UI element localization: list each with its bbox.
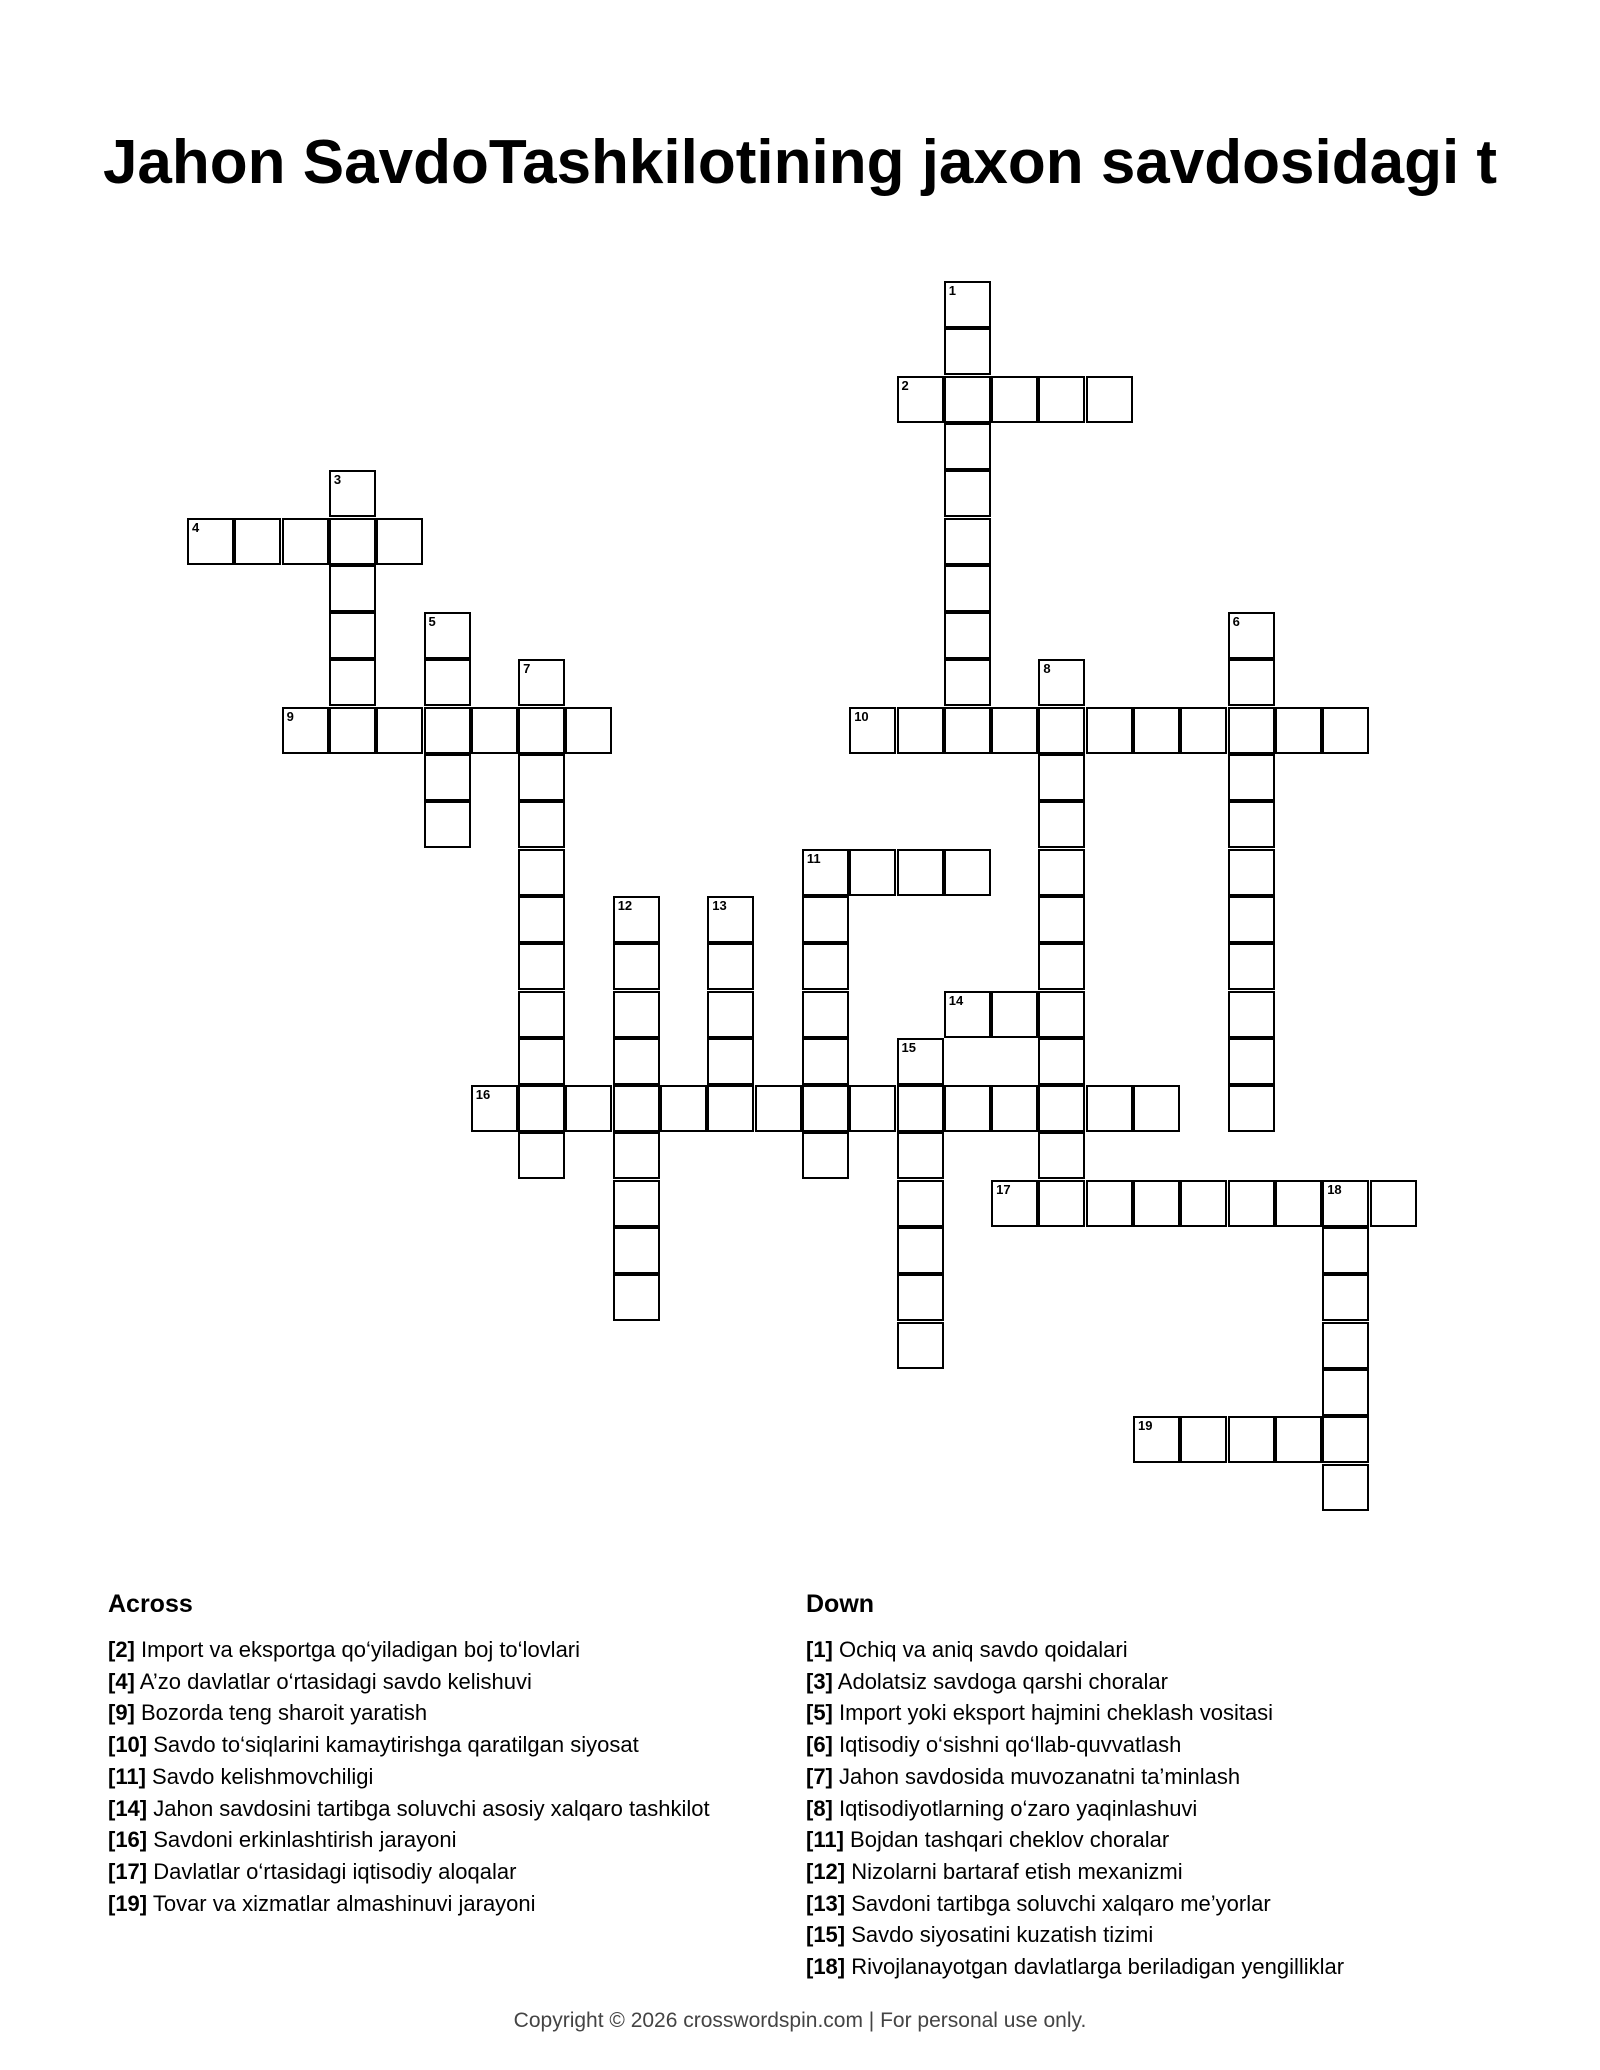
crossword-cell[interactable]: [849, 1085, 896, 1132]
crossword-cell[interactable]: [1275, 707, 1322, 754]
clue-number: 7: [523, 661, 531, 677]
clue-number-label: [16]: [108, 1827, 148, 1853]
crossword-cell[interactable]: [991, 1180, 1038, 1227]
crossword-cell[interactable]: [1322, 1180, 1369, 1227]
crossword-cell[interactable]: [1180, 707, 1227, 754]
clue-number: 1: [948, 283, 957, 298]
crossword-cell[interactable]: [1038, 1180, 1085, 1227]
clue-number-label: [9]: [108, 1700, 135, 1726]
crossword-cell[interactable]: [1038, 991, 1085, 1038]
crossword-cell[interactable]: [944, 991, 991, 1038]
crossword-cell[interactable]: [613, 896, 660, 943]
crossword-cell[interactable]: [1133, 1180, 1180, 1227]
crossword-cell[interactable]: [1228, 1416, 1275, 1463]
crossword-cell[interactable]: [1086, 1180, 1133, 1227]
clue-number: 2: [901, 377, 909, 393]
crossword-cell[interactable]: [1038, 1132, 1085, 1179]
crossword-cell[interactable]: [518, 943, 565, 990]
crossword-cell[interactable]: [1228, 754, 1275, 801]
crossword-cell[interactable]: [707, 991, 754, 1038]
crossword-cell[interactable]: [1370, 1180, 1417, 1227]
copyright-footer: Copyright © 2026 crosswordspin.com | For personal use only.: [513, 2009, 1087, 2032]
down-clue: [806, 1761, 1466, 1793]
crossword-cell[interactable]: [991, 707, 1038, 754]
clue-number: 18: [1327, 1181, 1342, 1197]
crossword-cell[interactable]: [329, 707, 376, 754]
crossword-cell[interactable]: [849, 849, 896, 896]
crossword-cell[interactable]: [1133, 707, 1180, 754]
crossword-cell[interactable]: [1228, 1085, 1275, 1132]
clue-text: Savdo kelishmovchiligi: [145, 1763, 374, 1789]
crossword-cell[interactable]: [1038, 849, 1085, 896]
crossword-cell[interactable]: [1322, 1322, 1369, 1369]
clue-text: Tovar va xizmatlar almashinuvi jarayoni: [147, 1890, 536, 1916]
crossword-cell[interactable]: [518, 849, 565, 896]
crossword-cell[interactable]: [755, 1085, 802, 1132]
crossword-cell[interactable]: [897, 1180, 944, 1227]
clue-number: 8: [1043, 661, 1051, 677]
crossword-cell[interactable]: [518, 659, 565, 706]
crossword-cell[interactable]: [707, 1085, 754, 1132]
across-clue: [108, 1856, 768, 1888]
crossword-cell[interactable]: [1228, 991, 1275, 1038]
crossword-cell[interactable]: [1180, 1416, 1227, 1463]
crossword-cell[interactable]: [802, 1038, 849, 1085]
crossword-cell[interactable]: [1038, 801, 1085, 848]
clue-number: 17: [996, 1181, 1011, 1197]
crossword-cell[interactable]: [282, 518, 329, 565]
crossword-cell[interactable]: [1038, 1085, 1085, 1132]
crossword-cell[interactable]: [613, 1180, 660, 1227]
crossword-cell[interactable]: [897, 849, 944, 896]
crossword-cell[interactable]: [1038, 896, 1085, 943]
crossword-cell[interactable]: [707, 896, 754, 943]
crossword-cell[interactable]: [802, 849, 849, 896]
clue-text: A’zo davlatlar o‘rtasidagi savdo kelishuvi: [134, 1668, 532, 1694]
crossword-cell[interactable]: [1086, 376, 1133, 423]
crossword-cell[interactable]: [518, 896, 565, 943]
crossword-cell[interactable]: [897, 1038, 944, 1085]
crossword-cell[interactable]: [944, 328, 991, 375]
crossword-cell[interactable]: [802, 896, 849, 943]
crossword-cell[interactable]: [1180, 1180, 1227, 1227]
clue-text: Bojdan tashqari cheklov choralar: [843, 1827, 1170, 1853]
crossword-cell[interactable]: [1228, 1180, 1275, 1227]
across-clue: [108, 1888, 768, 1920]
down-heading: Down: [806, 1590, 875, 1618]
down-clue: [806, 1824, 1466, 1856]
crossword-cell[interactable]: [944, 518, 991, 565]
crossword-cell[interactable]: [471, 1085, 518, 1132]
crossword-cell[interactable]: [707, 943, 754, 990]
clue-number-label: [12]: [806, 1858, 846, 1884]
crossword-cell[interactable]: [329, 518, 376, 565]
crossword-cell[interactable]: [471, 707, 518, 754]
down-clue: [806, 1729, 1466, 1761]
crossword-cell[interactable]: [1228, 707, 1275, 754]
crossword-cell[interactable]: [944, 376, 991, 423]
crossword-cell[interactable]: [1038, 943, 1085, 990]
crossword-cell[interactable]: [424, 659, 471, 706]
clue-number-label: [14]: [108, 1795, 148, 1821]
crossword-cell[interactable]: [1133, 1416, 1180, 1463]
clue-number-label: [3]: [806, 1668, 833, 1694]
crossword-cell[interactable]: [1133, 1085, 1180, 1132]
clue-number-label: [7]: [806, 1763, 833, 1789]
across-clue: [108, 1697, 768, 1729]
crossword-cell[interactable]: [1038, 1038, 1085, 1085]
crossword-cell[interactable]: [897, 707, 944, 754]
crossword-cell[interactable]: [660, 1085, 707, 1132]
clue-text: Ochiq va aniq savdo qoidalari: [832, 1637, 1128, 1662]
down-clue: [806, 1697, 1466, 1729]
clue-text: Nizolarni bartaraf etish mexanizmi: [845, 1858, 1183, 1884]
crossword-cell[interactable]: [707, 1038, 754, 1085]
crossword-cell[interactable]: [234, 518, 281, 565]
crossword-cell[interactable]: [1228, 659, 1275, 706]
crossword-cell[interactable]: [802, 943, 849, 990]
crossword-cell[interactable]: [518, 991, 565, 1038]
crossword-cell[interactable]: [1322, 1227, 1369, 1274]
crossword-cell[interactable]: [1322, 1464, 1369, 1511]
clue-text: Bozorda teng sharoit yaratish: [134, 1700, 428, 1726]
crossword-cell[interactable]: [944, 565, 991, 612]
crossword-cell[interactable]: [944, 612, 991, 659]
crossword-cell[interactable]: [802, 1132, 849, 1179]
clue-number: 13: [712, 897, 727, 913]
crossword-cell[interactable]: [282, 707, 329, 754]
down-clue: [806, 1888, 1466, 1920]
down-clue: [806, 1634, 1466, 1666]
crossword-cell[interactable]: [802, 991, 849, 1038]
clue-number: 4: [192, 519, 200, 535]
clue-number: 14: [948, 992, 964, 1008]
clue-number: 9: [286, 708, 294, 724]
crossword-cell[interactable]: [613, 1132, 660, 1179]
crossword-cell[interactable]: [849, 707, 896, 754]
clue-text: Iqtisodiyotlarning o‘zaro yaqinlashuvi: [832, 1795, 1198, 1821]
down-clue: [806, 1856, 1466, 1888]
crossword-cell[interactable]: [565, 707, 612, 754]
down-clues: [806, 1588, 1466, 1983]
crossword-cell[interactable]: [613, 1085, 660, 1132]
clue-number: 10: [854, 708, 869, 724]
crossword-cell[interactable]: [897, 1322, 944, 1369]
clue-number-label: [11]: [108, 1763, 146, 1789]
crossword-cell[interactable]: [1322, 707, 1369, 754]
crossword-cell[interactable]: [1038, 707, 1085, 754]
crossword-cell[interactable]: [329, 612, 376, 659]
clue-number-label: [4]: [108, 1668, 135, 1694]
across-clues: [108, 1588, 768, 1919]
crossword-cell[interactable]: [376, 707, 423, 754]
down-clue: [806, 1666, 1466, 1698]
clue-number-label: [11]: [806, 1827, 844, 1853]
crossword-cell[interactable]: [1228, 801, 1275, 848]
clue-text: Adolatsiz savdoga qarshi choralar: [832, 1668, 1168, 1694]
crossword-cell[interactable]: [1228, 1038, 1275, 1085]
crossword-cell[interactable]: [518, 754, 565, 801]
crossword-cell[interactable]: [1038, 659, 1085, 706]
clue-number-label: [2]: [108, 1637, 135, 1662]
across-clue: [108, 1666, 768, 1698]
crossword-cell[interactable]: [613, 991, 660, 1038]
crossword-cell[interactable]: [518, 1085, 565, 1132]
crossword-cell[interactable]: [897, 376, 944, 423]
clue-text: Savdoni erkinlashtirish jarayoni: [147, 1827, 457, 1853]
clue-number-label: [15]: [806, 1922, 846, 1948]
clue-number-label: [13]: [806, 1890, 846, 1916]
crossword-cell[interactable]: [424, 754, 471, 801]
clue-text: Rivojlanayotgan davlatlarga beriladigan yengilliklar: [845, 1954, 1345, 1980]
crossword-cell[interactable]: [944, 470, 991, 517]
crossword-cell[interactable]: [1038, 376, 1085, 423]
crossword-cell[interactable]: [944, 423, 991, 470]
page-title: Jahon SavdoTashkilotining jaxon savdosidagi t: [102, 128, 1498, 197]
crossword-cell[interactable]: [518, 1038, 565, 1085]
crossword-cell[interactable]: [1038, 754, 1085, 801]
crossword-cell[interactable]: [518, 707, 565, 754]
crossword-cell[interactable]: [329, 470, 376, 517]
clue-number: 11: [806, 850, 821, 866]
clue-text: Iqtisodiy o‘sishni qo‘llab-quvvatlash: [832, 1732, 1182, 1758]
crossword-cell[interactable]: [1322, 1274, 1369, 1321]
crossword-cell[interactable]: [424, 801, 471, 848]
crossword-cell[interactable]: [1322, 1369, 1369, 1416]
crossword-cell[interactable]: [944, 707, 991, 754]
down-clue: [806, 1793, 1466, 1825]
clue-number-label: [17]: [108, 1858, 148, 1884]
clue-number-label: [10]: [108, 1732, 148, 1758]
across-clue: [108, 1824, 768, 1856]
crossword-cell[interactable]: [944, 659, 991, 706]
crossword-cell[interactable]: [1275, 1180, 1322, 1227]
clue-text: Import va eksportga qo‘yiladigan boj to‘lovlari: [134, 1637, 581, 1662]
crossword-cell[interactable]: [1228, 943, 1275, 990]
crossword-cell[interactable]: [991, 1085, 1038, 1132]
clue-text: Savdoni tartibga soluvchi xalqaro me’yorlar: [845, 1890, 1271, 1916]
across-list: [108, 1634, 768, 1919]
crossword-cell[interactable]: [1228, 896, 1275, 943]
crossword-cell[interactable]: [944, 281, 991, 328]
clue-number: 16: [475, 1087, 491, 1103]
down-clue: [806, 1951, 1466, 1983]
crossword-cell[interactable]: [424, 612, 471, 659]
clue-text: Jahon savdosida muvozanatni ta’minlash: [832, 1763, 1241, 1789]
down-clue: [806, 1919, 1466, 1951]
down-list: [806, 1634, 1466, 1983]
crossword-cell[interactable]: [613, 1274, 660, 1321]
crossword-cell[interactable]: [329, 565, 376, 612]
clue-number-label: [19]: [108, 1890, 148, 1916]
clue-number: 3: [333, 472, 342, 488]
clue-text: Import yoki eksport hajmini cheklash vositasi: [832, 1700, 1274, 1726]
across-clue: [108, 1761, 768, 1793]
crossword-cell[interactable]: [1086, 1085, 1133, 1132]
crossword-cell[interactable]: [376, 518, 423, 565]
crossword-cell[interactable]: [518, 801, 565, 848]
crossword-cell[interactable]: [187, 518, 234, 565]
clue-number-label: [1]: [806, 1637, 833, 1662]
crossword-cell[interactable]: [802, 1085, 849, 1132]
across-heading: Across: [108, 1590, 193, 1618]
crossword-cell[interactable]: [424, 707, 471, 754]
clue-number: 5: [428, 614, 436, 630]
crossword-cell[interactable]: [1086, 707, 1133, 754]
crossword-cell[interactable]: [897, 1274, 944, 1321]
across-clue: [108, 1793, 768, 1825]
clue-text: Davlatlar o‘rtasidagi iqtisodiy aloqalar: [147, 1858, 517, 1884]
crossword-cell[interactable]: [944, 1085, 991, 1132]
crossword-cell[interactable]: [1322, 1416, 1369, 1463]
crossword-cell[interactable]: [613, 1227, 660, 1274]
crossword-cell[interactable]: [1228, 849, 1275, 896]
crossword-cell[interactable]: [897, 1085, 944, 1132]
clue-number-label: [18]: [806, 1954, 846, 1980]
clue-number: 19: [1138, 1418, 1153, 1434]
crossword-cell[interactable]: [991, 991, 1038, 1038]
crossword-cell[interactable]: [1228, 612, 1275, 659]
crossword-cell[interactable]: [613, 943, 660, 990]
clue-text: Jahon savdosini tartibga soluvchi asosiy xalqaro tashkilot: [147, 1795, 710, 1821]
clue-number-label: [8]: [806, 1795, 833, 1821]
clue-number: 12: [617, 897, 633, 913]
across-clue: [108, 1634, 768, 1666]
clue-number-label: [6]: [806, 1732, 833, 1758]
crossword-cell[interactable]: [991, 376, 1038, 423]
clue-number: 15: [901, 1039, 916, 1055]
crossword-cell[interactable]: [565, 1085, 612, 1132]
clue-number-label: [5]: [806, 1700, 833, 1726]
clue-text: Savdo siyosatini kuzatish tizimi: [845, 1922, 1154, 1948]
crossword-cell[interactable]: [897, 1132, 944, 1179]
clue-text: Savdo to‘siqlarini kamaytirishga qaratilgan siyosat: [147, 1732, 639, 1758]
clue-number: 6: [1232, 614, 1240, 630]
across-clue: [108, 1729, 768, 1761]
crossword-cell[interactable]: [944, 849, 991, 896]
crossword-cell[interactable]: [897, 1227, 944, 1274]
crossword-cell[interactable]: [518, 1132, 565, 1179]
crossword-cell[interactable]: [329, 659, 376, 706]
crossword-cell[interactable]: [1275, 1416, 1322, 1463]
crossword-cell[interactable]: [613, 1038, 660, 1085]
